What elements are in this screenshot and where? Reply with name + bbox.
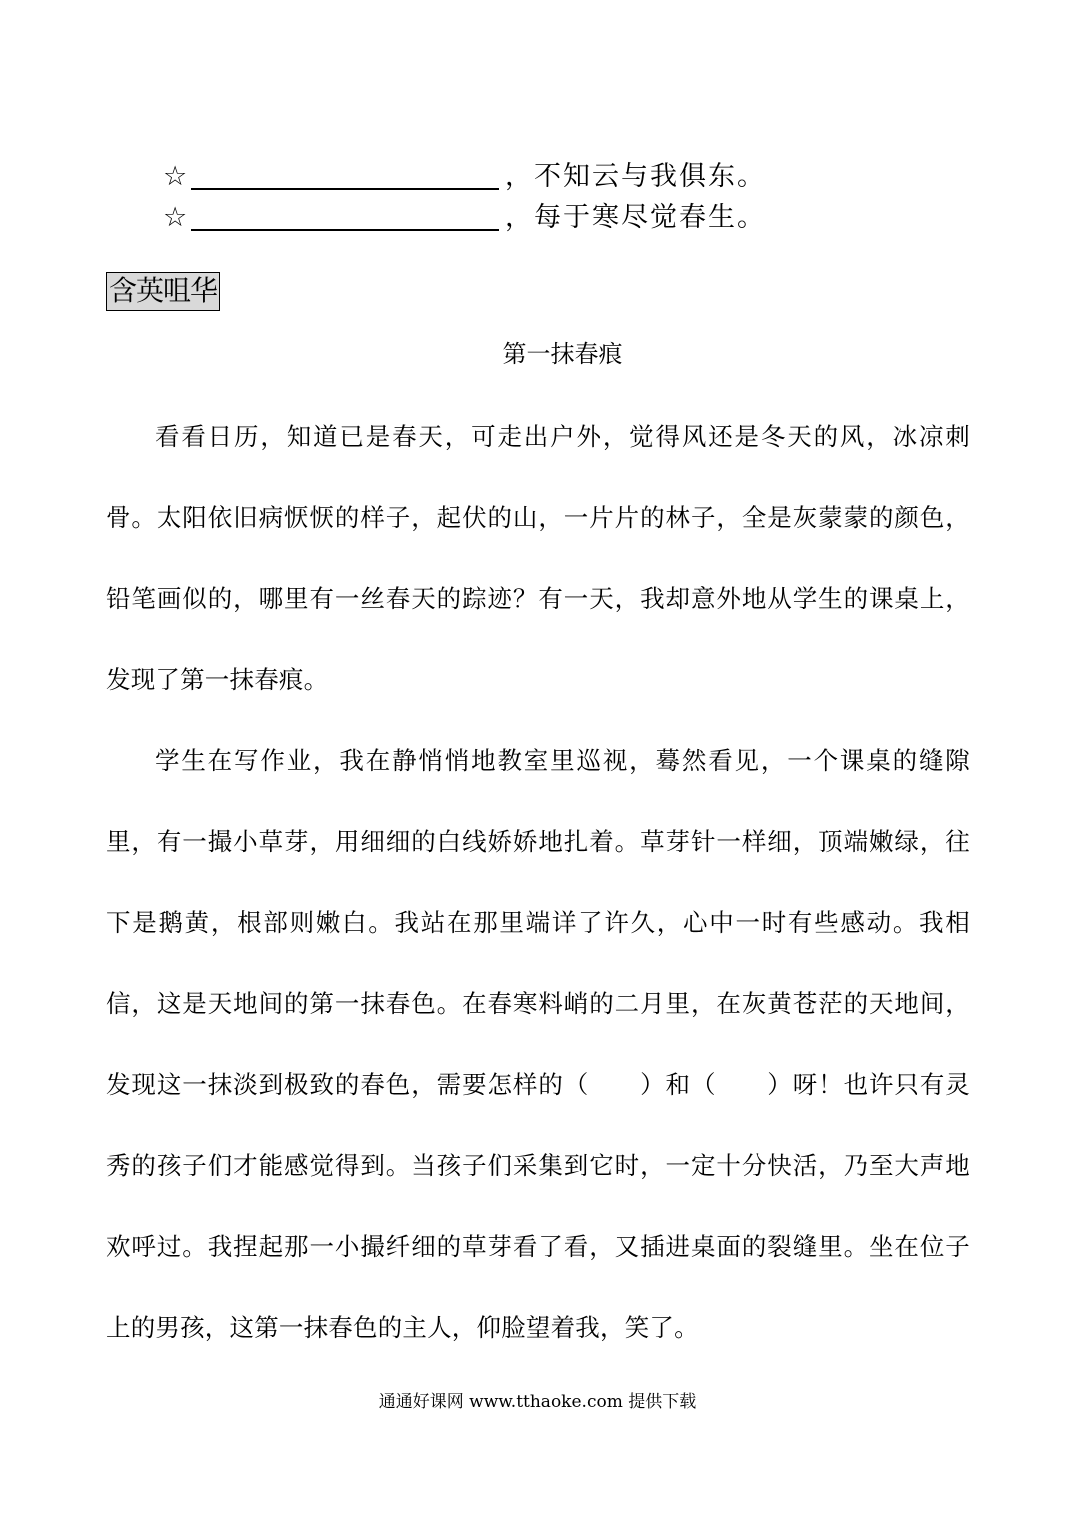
- star-icon: ☆: [163, 202, 188, 233]
- star-icon: ☆: [163, 161, 188, 192]
- fill-blank-line-1: [163, 150, 766, 190]
- fill-blank-text-1: ，不知云与我俱东。: [505, 161, 766, 192]
- article-paragraph-1: 看看日历，知道已是春天，可走出户外，觉得风还是冬天的风，冰凉刺骨。太阳依旧病恹恹的样子，起伏的山，一片片的林子，全是灰蒙蒙的颜色，铅笔画似的，哪里有一丝春天的踪迹？有一天，我却意外地从学生的课桌上，发现了第一抹春痕。: [106, 422, 970, 694]
- page-footer: 通通好课网 www.tthaoke.com 提供下载: [378, 1392, 697, 1412]
- section-heading: 含英咀华: [106, 272, 220, 311]
- article-title: 第一抹春痕: [502, 340, 623, 368]
- article-paragraph-2: 学生在写作业，我在静悄悄地教室里巡视，蓦然看见，一个课桌的缝隙里，有一撮小草芽，用细细的白线娇娇地扎着。草芽针一样细，顶端嫩绿，往下是鹅黄，根部则嫩白。我站在那里端详了许久，心中一时有些感动。我相信，这是天地间的第一抹春色。在春寒料峭的二月里，在灰黄苍茫的天地间，发现这一抹淡到极致的春色，需要怎样的（ ）和（ ）呀！也许只有灵秀的孩子们才能感觉得到。当孩子们采集到它时，一定十分快活，乃至大声地欢呼过。我捏起那一小撮纤细的草芽看了看，又插进桌面的裂缝里。坐在位子上的男孩，这第一抹春色的主人，仰脸望着我，笑了。: [106, 746, 970, 1342]
- fill-blank-text-2: ，每于寒尽觉春生。: [505, 202, 766, 233]
- answer-blank-1[interactable]: [191, 160, 499, 190]
- fill-blank-line-2: [163, 191, 766, 231]
- answer-blank-2[interactable]: [191, 201, 499, 231]
